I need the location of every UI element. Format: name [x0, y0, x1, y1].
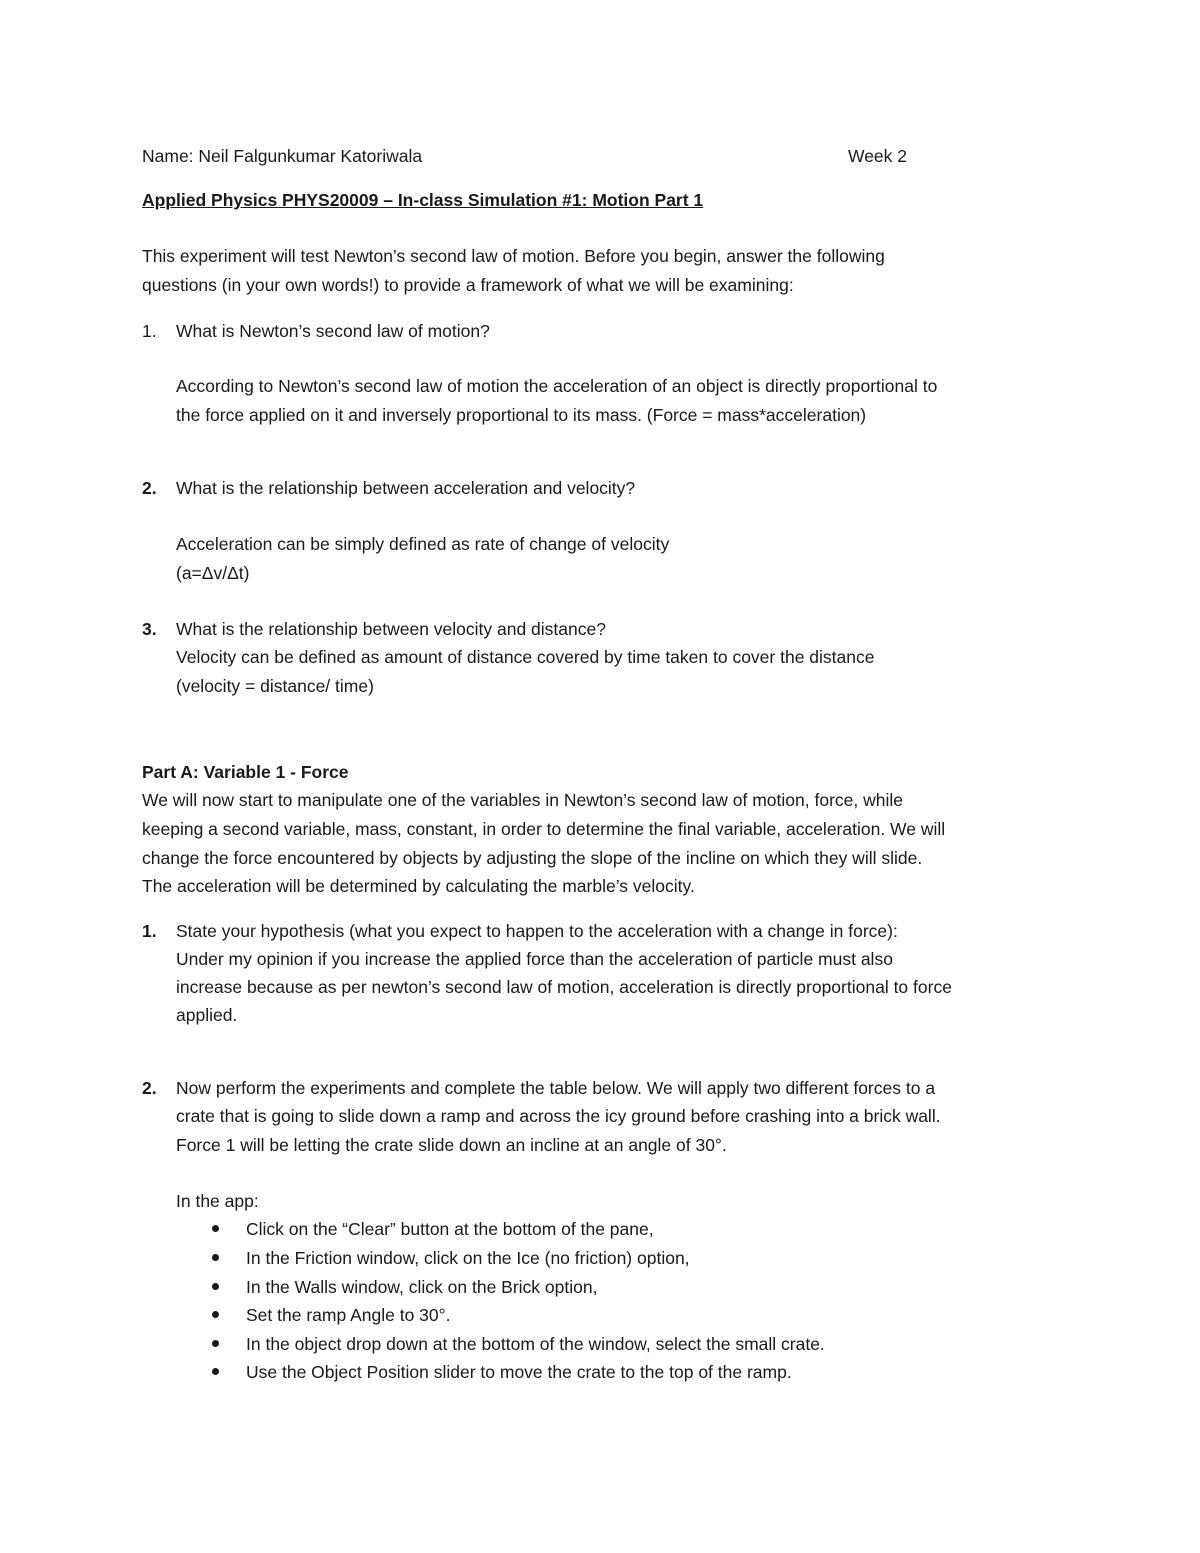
week-label: Week 2: [848, 146, 908, 166]
question-text: What is the relationship between acceleration and velocity?: [176, 478, 636, 498]
answer-line: Acceleration can be simply defined as rate of change of velocity: [176, 534, 670, 554]
bullet-icon: [212, 1311, 219, 1318]
item-line: State your hypothesis (what you expect to happen to the acceleration with a change in force):: [176, 921, 898, 941]
item-line: Under my opinion if you increase the applied force than the acceleration of particle must also: [176, 949, 893, 969]
paragraph-line: keeping a second variable, mass, constant, in order to determine the final variable, acceleration. We will: [142, 819, 946, 839]
bullet-icon: [212, 1225, 219, 1232]
document-title: Applied Physics PHYS20009 – In-class Simulation #1: Motion Part 1: [142, 190, 704, 210]
paragraph-line: The acceleration will be determined by calculating the marble’s velocity.: [142, 876, 695, 896]
item-line: applied.: [176, 1005, 238, 1025]
item-line: crate that is going to slide down a ramp and across the icy ground before crashing into a brick wall.: [176, 1106, 941, 1126]
bullet-icon: [212, 1368, 219, 1375]
intro-line-1: This experiment will test Newton’s second law of motion. Before you begin, answer the following: [142, 246, 885, 266]
question-text: What is the relationship between velocity and distance?: [176, 619, 606, 639]
question-number: 3.: [142, 619, 157, 639]
question-text: What is Newton’s second law of motion?: [176, 321, 490, 341]
bullet-icon: [212, 1283, 219, 1290]
step-text: Set the ramp Angle to 30°.: [246, 1305, 451, 1325]
item-line: Now perform the experiments and complete the table below. We will apply two different forces to a: [176, 1078, 936, 1098]
step-text: Click on the “Clear” button at the bottom of the pane,: [246, 1219, 654, 1239]
step-text: Use the Object Position slider to move the crate to the top of the ramp.: [246, 1362, 792, 1382]
question-number: 1.: [142, 321, 157, 341]
answer-line: According to Newton’s second law of motion the acceleration of an object is directly proportional to: [176, 376, 938, 396]
item-number: 2.: [142, 1078, 157, 1098]
step-text: In the Walls window, click on the Brick option,: [246, 1277, 598, 1297]
part-a-heading: Part A: Variable 1 - Force: [142, 762, 349, 782]
app-label: In the app:: [176, 1191, 259, 1211]
step-text: In the object drop down at the bottom of the window, select the small crate.: [246, 1334, 825, 1354]
paragraph-line: We will now start to manipulate one of the variables in Newton’s second law of motion, force, while: [142, 790, 903, 810]
paragraph-line: change the force encountered by objects by adjusting the slope of the incline on which they will slide.: [142, 848, 923, 868]
question-number: 2.: [142, 478, 157, 498]
student-name: Name: Neil Falgunkumar Katoriwala: [142, 146, 423, 166]
answer-line: Velocity can be defined as amount of distance covered by time taken to cover the distance: [176, 647, 875, 667]
bullet-icon: [212, 1340, 219, 1347]
step-text: In the Friction window, click on the Ice (no friction) option,: [246, 1248, 690, 1268]
bullet-icon: [212, 1254, 219, 1261]
answer-line: (a=Δv/Δt): [176, 563, 250, 583]
intro-line-2: questions (in your own words!) to provide a framework of what we will be examining:: [142, 275, 794, 295]
item-number: 1.: [142, 921, 157, 941]
item-line: Force 1 will be letting the crate slide down an incline at an angle of 30°.: [176, 1135, 727, 1155]
answer-line: (velocity = distance/ time): [176, 676, 374, 696]
item-line: increase because as per newton’s second law of motion, acceleration is directly proportional to force: [176, 977, 952, 997]
answer-line: the force applied on it and inversely proportional to its mass. (Force = mass*acceleration): [176, 405, 867, 425]
